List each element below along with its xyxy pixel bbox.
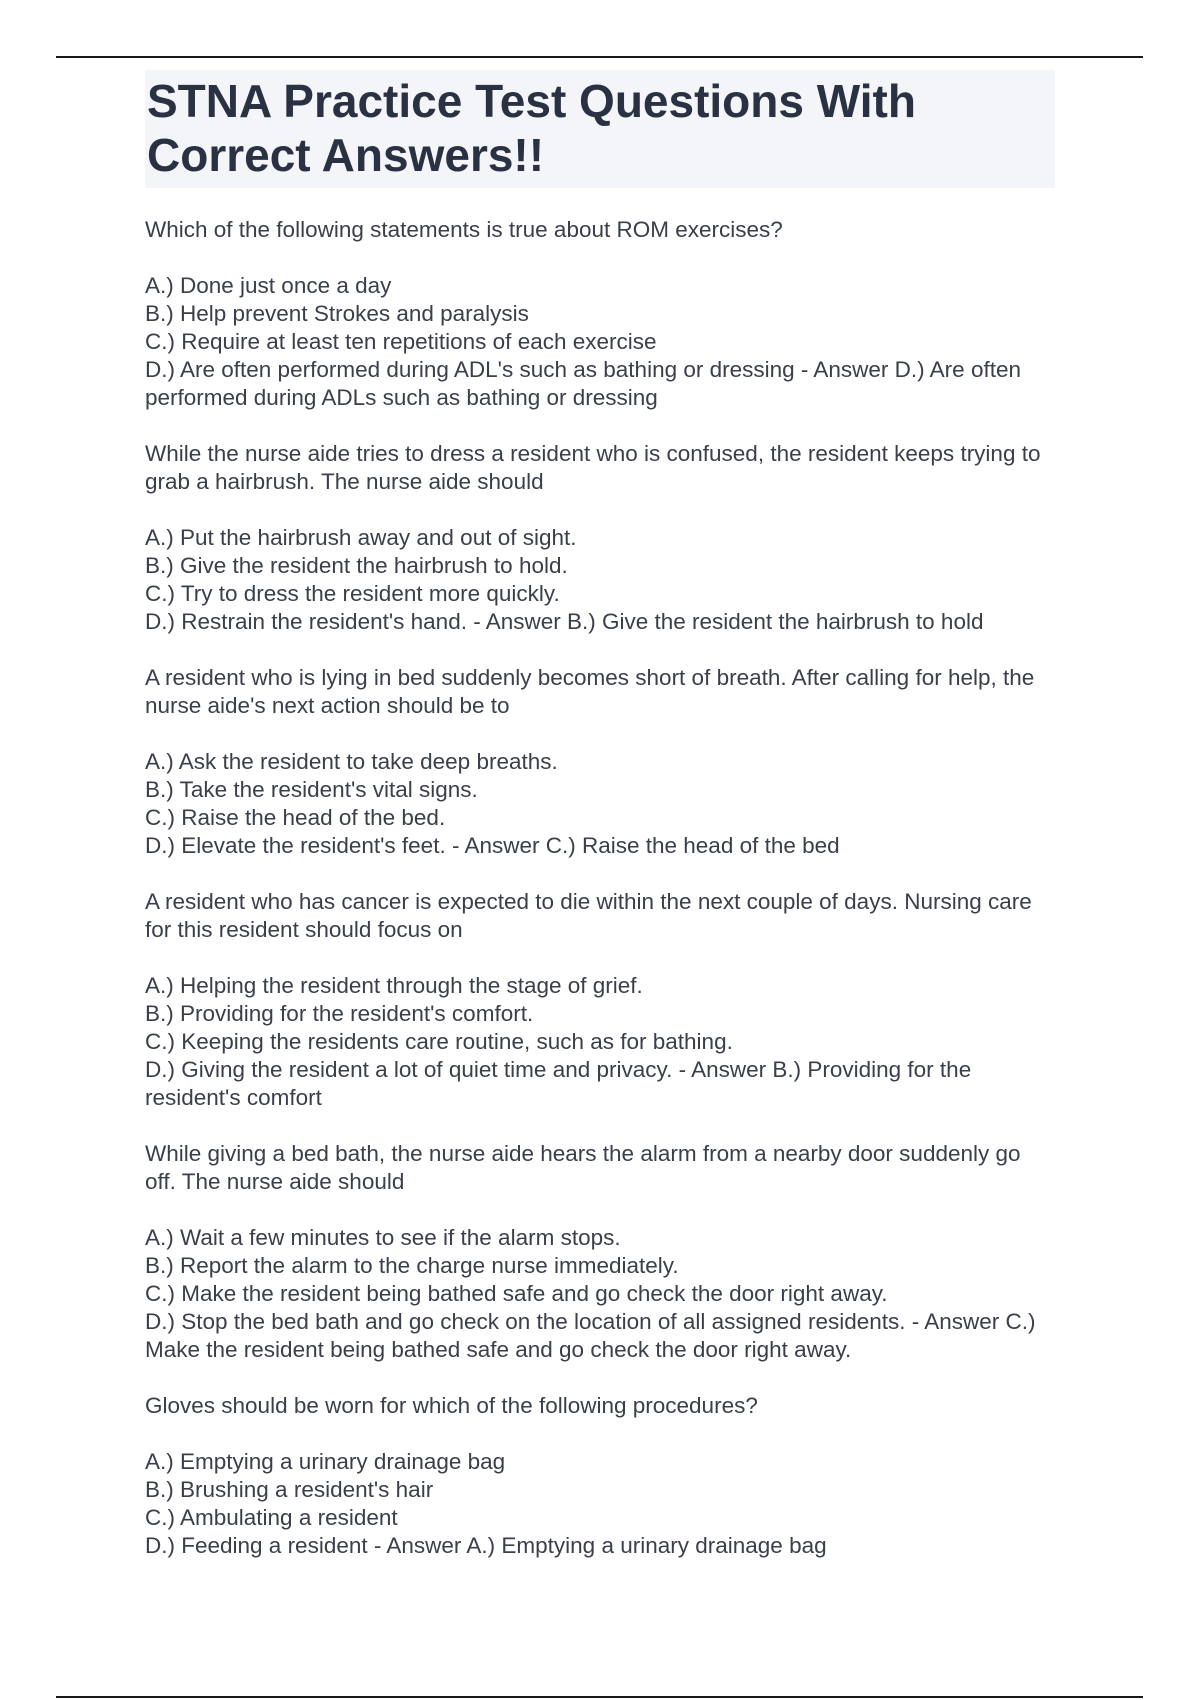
option-d-with-answer: D.) Elevate the resident's feet. - Answer C.) Raise the head of the bed	[145, 833, 840, 858]
option-a: A.) Put the hairbrush away and out of sight.	[145, 525, 577, 550]
option-d-with-answer: D.) Stop the bed bath and go check on the location of all assigned residents. - Answer C.) Make the resident being bathed safe and go check the door right away.	[145, 1309, 1036, 1362]
option-b: B.) Brushing a resident's hair	[145, 1477, 434, 1502]
question-3	[145, 664, 1055, 860]
question-prompt: While giving a bed bath, the nurse aide hears the alarm from a nearby door suddenly go off. The nurse aide should	[145, 1141, 1021, 1194]
option-b: B.) Providing for the resident's comfort.	[145, 1001, 534, 1026]
option-b: B.) Give the resident the hairbrush to hold.	[145, 553, 568, 578]
question-1	[145, 216, 1055, 412]
question-5	[145, 1140, 1055, 1364]
option-a: A.) Ask the resident to take deep breaths.	[145, 749, 558, 774]
option-c: C.) Require at least ten repetitions of each exercise	[145, 329, 657, 354]
question-2	[145, 440, 1055, 636]
question-6	[145, 1392, 1055, 1560]
option-a: A.) Done just once a day	[145, 273, 392, 298]
options-list	[145, 524, 1055, 636]
option-c: C.) Keeping the residents care routine, such as for bathing.	[145, 1029, 733, 1054]
option-a: A.) Wait a few minutes to see if the alarm stops.	[145, 1225, 621, 1250]
option-c: C.) Make the resident being bathed safe and go check the door right away.	[145, 1281, 888, 1306]
option-d-with-answer: D.) Restrain the resident's hand. - Answer B.) Give the resident the hairbrush to hold	[145, 609, 984, 634]
options-list	[145, 748, 1055, 860]
option-a: A.) Emptying a urinary drainage bag	[145, 1449, 506, 1474]
option-c: C.) Ambulating a resident	[145, 1505, 398, 1530]
option-c: C.) Try to dress the resident more quickly.	[145, 581, 560, 606]
option-a: A.) Helping the resident through the stage of grief.	[145, 973, 643, 998]
question-prompt: Which of the following statements is true about ROM exercises?	[145, 217, 783, 242]
option-d-with-answer: D.) Feeding a resident - Answer A.) Emptying a urinary drainage bag	[145, 1533, 827, 1558]
option-b: B.) Report the alarm to the charge nurse immediately.	[145, 1253, 679, 1278]
question-4	[145, 888, 1055, 1112]
options-list	[145, 1448, 1055, 1560]
page-title: STNA Practice Test Questions With Correct Answers!!	[147, 75, 916, 181]
option-d-with-answer: D.) Giving the resident a lot of quiet time and privacy. - Answer B.) Providing for the resident's comfort	[145, 1057, 972, 1110]
question-prompt: While the nurse aide tries to dress a resident who is confused, the resident keeps trying to grab a hairbrush. The nurse aide should	[145, 441, 1041, 494]
options-list	[145, 972, 1055, 1112]
option-c: C.) Raise the head of the bed.	[145, 805, 446, 830]
top-rule	[56, 56, 1143, 58]
question-prompt: A resident who has cancer is expected to die within the next couple of days. Nursing care for this resident should focus on	[145, 889, 1032, 942]
option-d-with-answer: D.) Are often performed during ADL's such as bathing or dressing - Answer D.) Are often performed during ADLs such as bathing or dressing	[145, 357, 1021, 410]
question-prompt: Gloves should be worn for which of the following procedures?	[145, 1393, 758, 1418]
options-list	[145, 1224, 1055, 1364]
option-b: B.) Take the resident's vital signs.	[145, 777, 478, 802]
document-body	[145, 70, 1055, 1560]
option-b: B.) Help prevent Strokes and paralysis	[145, 301, 529, 326]
title-block	[145, 70, 1055, 188]
bottom-rule	[56, 1696, 1143, 1698]
options-list	[145, 272, 1055, 412]
question-prompt: A resident who is lying in bed suddenly becomes short of breath. After calling for help, the nurse aide's next action should be to	[145, 665, 1035, 718]
